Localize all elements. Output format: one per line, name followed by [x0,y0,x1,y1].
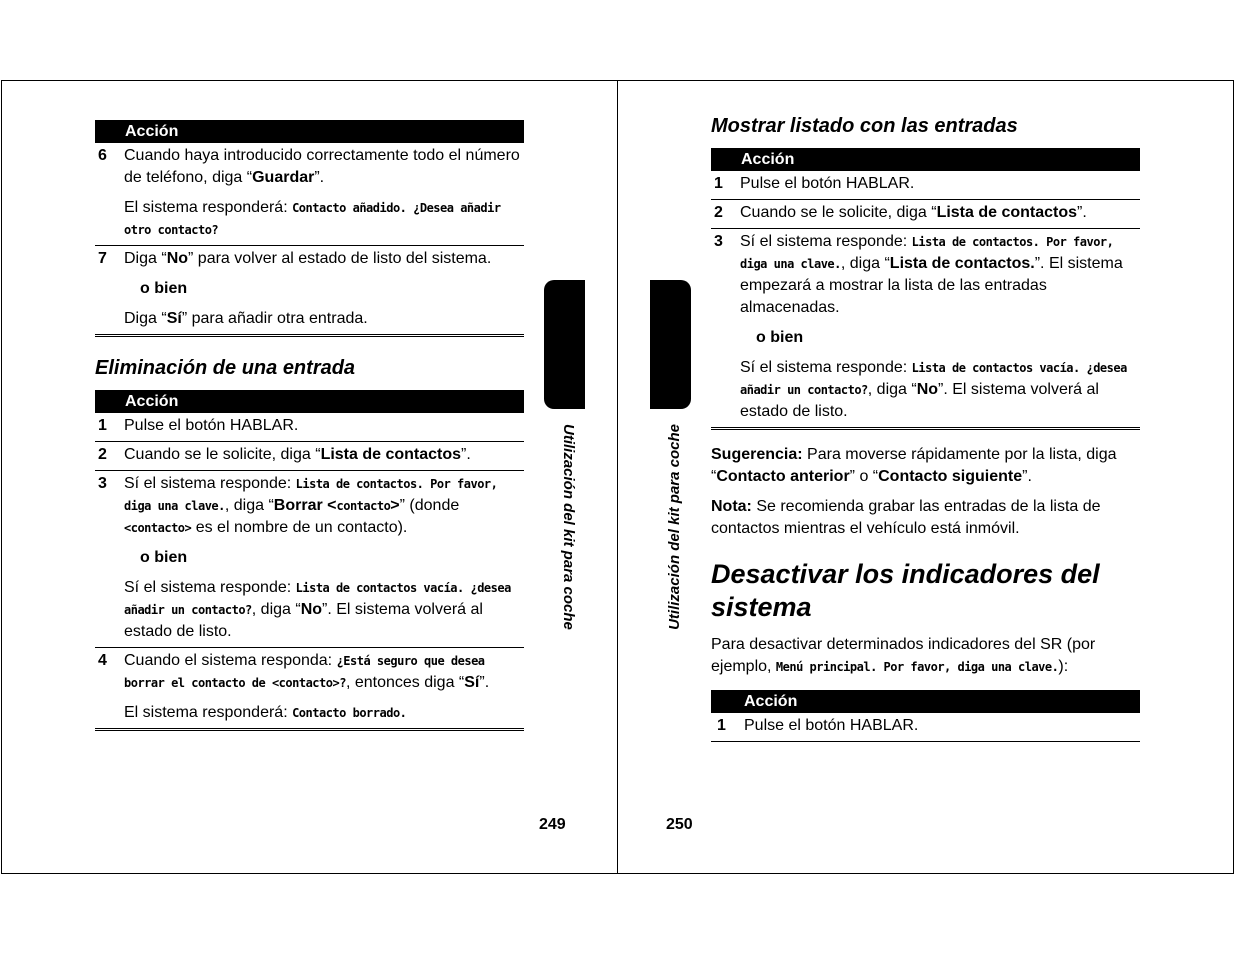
step-number: 2 [714,204,723,221]
table-header: Acción [711,690,1140,713]
table-row [711,229,1140,430]
step-text: Sí el sistema responde: Lista de contactos vacía. ¿desea añadir un contacto?, diga “No”. El sistema volverá al estado de listo. [124,579,511,640]
chapter-heading: Desactivar los indicadores del sistema [711,559,1100,622]
step-number: 7 [98,250,107,267]
note-paragraph: Nota: Se recomienda grabar las entradas de la lista de contactos mientras el vehículo está inmóvil. [711,498,1101,537]
step-number: 3 [98,475,107,492]
table-header: Acción [711,148,1140,171]
table-row [95,246,524,337]
step-number: 6 [98,147,107,164]
table-row [95,471,524,648]
intro-paragraph: Para desactivar determinados indicadores del SR (por ejemplo, Menú principal. Por favor, diga una clave.): [711,636,1096,675]
table-row [711,200,1140,229]
step-response: El sistema responderá: Contacto borrado. [124,704,407,721]
step-text: Pulse el botón HABLAR. [744,717,919,734]
table-header: Acción [95,390,524,413]
step-response: El sistema responderá: Contacto añadido. ¿Desea añadir otro contacto? [124,199,501,237]
side-label: Utilización del kit para coche [666,424,683,630]
section-heading: Eliminación de una entrada [95,357,356,379]
table-row [95,442,524,471]
page-divider [617,80,618,874]
step-text: Sí el sistema responde: Lista de contactos vacía. ¿desea añadir un contacto?, diga “No”. El sistema volverá al estado de listo. [740,359,1127,420]
table-row [95,648,524,731]
table-header: Acción [95,120,524,143]
or-label: o bien [756,329,804,346]
step-text: Cuando se le solicite, diga “Lista de contactos”. [740,204,1087,221]
section-heading: Mostrar listado con las entradas [711,115,1018,137]
step-text: Pulse el botón HABLAR. [740,175,915,192]
step-text: Sí el sistema responde: Lista de contactos. Por favor, diga una clave., diga “Lista de contactos.”. El sistema empezará a mostrar la lista de las entradas almacenadas. [740,233,1123,316]
table-row [711,171,1140,200]
table-row [95,413,524,442]
step-number: 4 [98,652,107,669]
right-page [711,115,1140,742]
left-page [95,120,524,731]
step-number: 1 [98,417,107,434]
step-number: 3 [714,233,723,250]
step-number: 1 [714,175,723,192]
step-text: Cuando se le solicite, diga “Lista de contactos”. [124,446,471,463]
section-tab [650,280,691,409]
step-text: Sí el sistema responde: Lista de contactos. Por favor, diga una clave., diga “Borrar <contacto>” (donde <contacto> es el nombre de un contacto). [124,475,498,536]
step-text: Cuando haya introducido correctamente todo el número de teléfono, diga “Guardar”. [124,147,520,186]
step-text: Diga “No” para volver al estado de listo del sistema. [124,250,492,267]
side-label: Utilización del kit para coche [560,424,577,630]
or-label: o bien [140,549,188,566]
step-text: Pulse el botón HABLAR. [124,417,299,434]
table-row [95,143,524,246]
step-text: Cuando el sistema responda: ¿Está seguro que desea borrar el contacto de <contacto>?, entonces diga “Sí”. [124,652,490,691]
step-text: Diga “Sí” para añadir otra entrada. [124,310,368,327]
or-label: o bien [140,280,188,297]
page-number: 250 [666,816,693,833]
page-number: 249 [539,816,566,833]
tip-paragraph: Sugerencia: Para moverse rápidamente por la lista, diga “Contacto anterior” o “Contacto siguiente”. [711,446,1117,485]
step-number: 2 [98,446,107,463]
table-row [711,713,1140,742]
section-tab [544,280,585,409]
step-number: 1 [717,717,726,734]
